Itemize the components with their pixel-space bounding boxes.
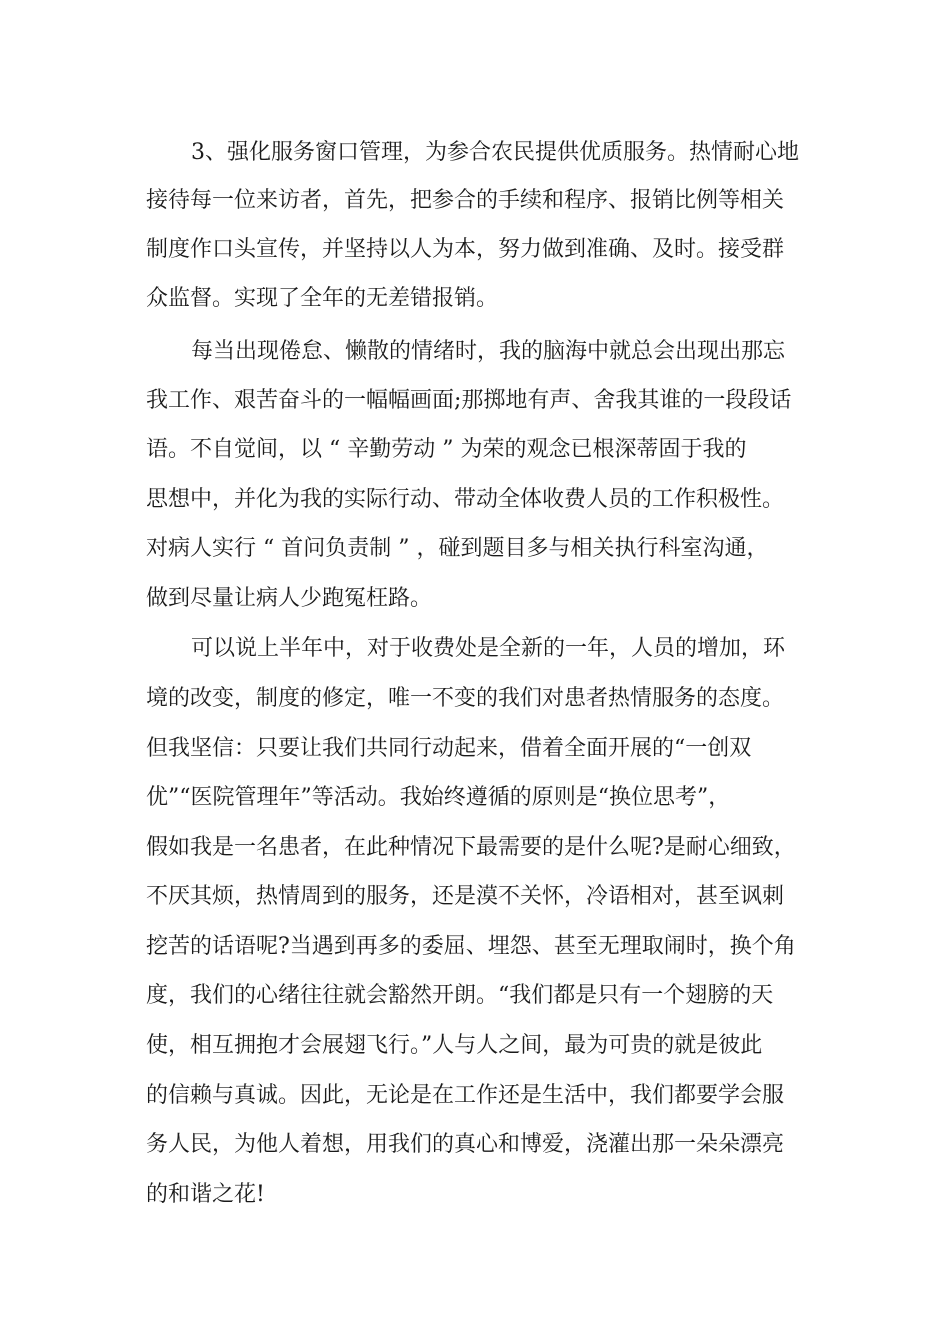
- paragraph-3-line-3: 但我坚信：只要让我们共同行动起来，借着全面开展的“一创双: [146, 736, 752, 761]
- paragraph-1-line-4: 众监督。实现了全年的无差错报销。: [146, 286, 499, 311]
- paragraph-3-line-10: 的信赖与真诚。因此，无论是在工作还是生活中，我们都要学会服: [146, 1083, 785, 1108]
- paragraph-3-line-7: 挖苦的话语呢?当遇到再多的委屈、埋怨、甚至无理取闹时，换个角: [146, 934, 796, 959]
- paragraph-2-line-3: 语。不自觉间，以 “ 辛勤劳动 ” 为荣的观念已根深蒂固于我的: [146, 437, 747, 462]
- paragraph-1-line-3: 制度作口头宣传，并坚持以人为本，努力做到准确、及时。接受群: [146, 237, 785, 262]
- paragraph-1-line-2: 接待每一位来访者，首先，把参合的手续和程序、报销比例等相关: [146, 188, 785, 213]
- paragraph-3-line-11: 务人民，为他人着想，用我们的真心和博爱，浇灌出那一朵朵漂亮: [146, 1132, 785, 1157]
- paragraph-2-line-5: 对病人实行 “ 首问负责制 ” ，碰到题目多与相关执行科室沟通，: [146, 536, 769, 561]
- paragraph-3-line-8: 度，我们的心绪往往就会豁然开朗。“我们都是只有一个翅膀的天: [146, 983, 774, 1008]
- paragraph-3-line-9: 使，相互拥抱才会展翅飞行。”人与人之间，最为可贵的就是彼此: [146, 1033, 763, 1058]
- paragraph-2-line-6: 做到尽量让病人少跑冤枉路。: [146, 586, 433, 611]
- paragraph-3-line-2: 境的改变，制度的修定，唯一不变的我们对患者热情服务的态度。: [146, 686, 785, 711]
- paragraph-3-line-1: 可以说上半年中，对于收费处是全新的一年，人员的增加，环: [191, 636, 786, 661]
- paragraph-2-line-1: 每当出现倦怠、懒散的情绪时，我的脑海中就总会出现出那忘: [191, 339, 786, 364]
- paragraph-2-line-4: 思想中，并化为我的实际行动、带动全体收费人员的工作积极性。: [146, 487, 785, 512]
- paragraph-2-line-2: 我工作、艰苦奋斗的一幅幅画面;那掷地有声、舍我其谁的一段段话: [146, 388, 792, 413]
- paragraph-3-line-4: 优”“医院管理年”等活动。我始终遵循的原则是“换位思考”，: [146, 785, 731, 810]
- paragraph-3-line-6: 不厌其烦，热情周到的服务，还是漠不关怀，冷语相对，甚至讽刺: [146, 884, 785, 909]
- paragraph-3-line-5: 假如我是一名患者，在此种情况下最需要的是什么呢?是耐心细致，: [146, 835, 796, 860]
- paragraph-1-line-1: 3、强化服务窗口管理，为参合农民提供优质服务。热情耐心地: [191, 140, 799, 165]
- paragraph-3-line-12: 的和谐之花!: [146, 1182, 265, 1207]
